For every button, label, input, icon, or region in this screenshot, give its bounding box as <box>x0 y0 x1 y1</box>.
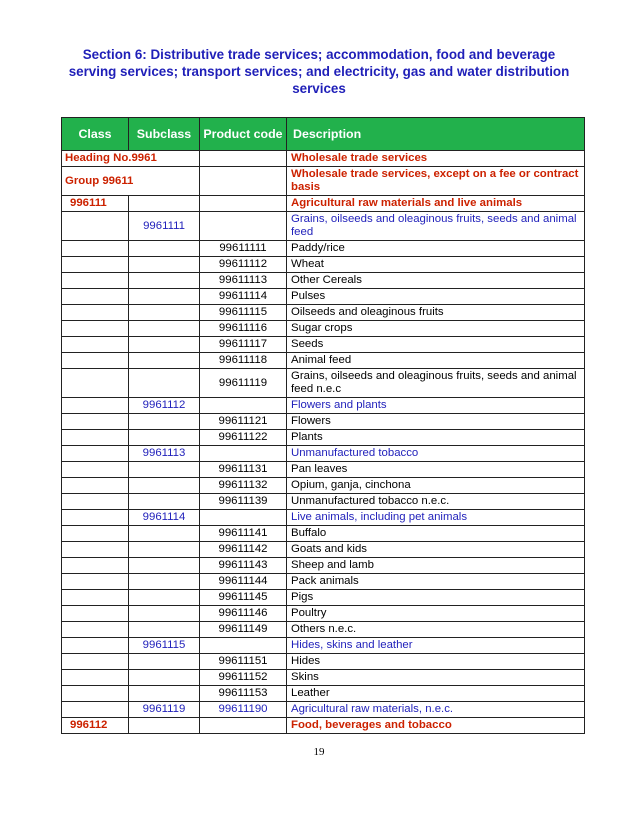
product-code-cell: 99611114 <box>200 289 287 305</box>
table-row <box>62 590 585 606</box>
class-code-cell: 996112 <box>62 718 129 734</box>
table-row <box>62 337 585 353</box>
subclass-cell: 9961112 <box>129 398 200 414</box>
row-heading: Heading No.9961 <box>62 151 200 167</box>
product-code-cell <box>200 446 287 462</box>
class-code-cell <box>62 622 129 638</box>
table-row <box>62 305 585 321</box>
product-code-cell: 99611122 <box>200 430 287 446</box>
table-row <box>62 289 585 305</box>
product-code-cell: 99611141 <box>200 526 287 542</box>
subclass-cell <box>129 273 200 289</box>
classification-table <box>61 117 585 734</box>
subclass-cell <box>129 526 200 542</box>
product-code-cell: 99611111 <box>200 241 287 257</box>
class-code-cell <box>62 446 129 462</box>
description-cell: Hides, skins and leather <box>287 638 585 654</box>
description-cell: Grains, oilseeds and oleaginous fruits, seeds and animal feed n.e.c <box>287 369 585 398</box>
table-header-row <box>62 118 585 151</box>
table-row <box>62 494 585 510</box>
product-code-cell: 99611143 <box>200 558 287 574</box>
class-code-cell <box>62 369 129 398</box>
table-row <box>62 167 585 196</box>
description-cell: Pulses <box>287 289 585 305</box>
description-cell: Leather <box>287 686 585 702</box>
product-code-cell <box>200 398 287 414</box>
table-row <box>62 526 585 542</box>
subclass-cell <box>129 462 200 478</box>
product-code-cell <box>200 167 287 196</box>
table-row <box>62 558 585 574</box>
description-cell: Wholesale trade services, except on a fee or contract basis <box>287 167 585 196</box>
class-code-cell <box>62 542 129 558</box>
class-code-cell <box>62 686 129 702</box>
subclass-cell <box>129 478 200 494</box>
product-code-cell: 99611112 <box>200 257 287 273</box>
subclass-cell <box>129 654 200 670</box>
class-code-cell <box>62 638 129 654</box>
product-code-cell <box>200 151 287 167</box>
row-heading: Group 99611 <box>62 167 200 196</box>
class-code-cell <box>62 590 129 606</box>
table-row <box>62 257 585 273</box>
product-code-cell: 99611118 <box>200 353 287 369</box>
column-header-class: Class <box>62 118 129 151</box>
description-cell: Pigs <box>287 590 585 606</box>
description-cell: Oilseeds and oleaginous fruits <box>287 305 585 321</box>
subclass-cell <box>129 241 200 257</box>
subclass-cell: 9961114 <box>129 510 200 526</box>
class-code-cell <box>62 289 129 305</box>
table-row <box>62 151 585 167</box>
column-header-subclass: Subclass <box>129 118 200 151</box>
subclass-cell <box>129 590 200 606</box>
column-header-description: Description <box>287 118 585 151</box>
product-code-cell: 99611146 <box>200 606 287 622</box>
class-code-cell <box>62 257 129 273</box>
subclass-cell: 9961115 <box>129 638 200 654</box>
description-cell: Goats and kids <box>287 542 585 558</box>
description-cell: Wholesale trade services <box>287 151 585 167</box>
class-code-cell <box>62 241 129 257</box>
class-code-cell <box>62 494 129 510</box>
class-code-cell <box>62 654 129 670</box>
description-cell: Other Cereals <box>287 273 585 289</box>
description-cell: Pan leaves <box>287 462 585 478</box>
class-code-cell <box>62 305 129 321</box>
class-code-cell <box>62 558 129 574</box>
subclass-cell <box>129 686 200 702</box>
class-code-cell: 996111 <box>62 196 129 212</box>
subclass-cell <box>129 321 200 337</box>
description-cell: Paddy/rice <box>287 241 585 257</box>
table-body <box>62 151 585 734</box>
subclass-cell <box>129 196 200 212</box>
class-code-cell <box>62 462 129 478</box>
section-title: Section 6: Distributive trade services; accommodation, food and beverage serving services; transport services; and electricity, gas and water distribution services <box>68 47 570 96</box>
class-code-cell <box>62 353 129 369</box>
class-code-cell <box>62 574 129 590</box>
product-code-cell: 99611132 <box>200 478 287 494</box>
class-code-cell <box>62 414 129 430</box>
subclass-cell <box>129 718 200 734</box>
description-cell: Flowers <box>287 414 585 430</box>
subclass-cell <box>129 305 200 321</box>
description-cell: Seeds <box>287 337 585 353</box>
product-code-cell <box>200 196 287 212</box>
product-code-cell: 99611117 <box>200 337 287 353</box>
description-cell: Opium, ganja, cinchona <box>287 478 585 494</box>
class-code-cell <box>62 702 129 718</box>
product-code-cell <box>200 510 287 526</box>
table-row <box>62 398 585 414</box>
product-code-cell: 99611113 <box>200 273 287 289</box>
product-code-cell: 99611119 <box>200 369 287 398</box>
description-cell: Poultry <box>287 606 585 622</box>
class-code-cell <box>62 526 129 542</box>
description-cell: Agricultural raw materials, n.e.c. <box>287 702 585 718</box>
table-row <box>62 718 585 734</box>
subclass-cell <box>129 414 200 430</box>
table-row <box>62 446 585 462</box>
class-code-cell <box>62 670 129 686</box>
table-row <box>62 196 585 212</box>
product-code-cell: 99611151 <box>200 654 287 670</box>
description-cell: Food, beverages and tobacco <box>287 718 585 734</box>
product-code-cell <box>200 638 287 654</box>
subclass-cell <box>129 430 200 446</box>
description-cell: Pack animals <box>287 574 585 590</box>
subclass-cell <box>129 337 200 353</box>
product-code-cell: 99611121 <box>200 414 287 430</box>
table-row <box>62 478 585 494</box>
subclass-cell: 9961119 <box>129 702 200 718</box>
product-code-cell: 99611142 <box>200 542 287 558</box>
table-row <box>62 622 585 638</box>
description-cell: Agricultural raw materials and live animals <box>287 196 585 212</box>
subclass-cell <box>129 369 200 398</box>
class-code-cell <box>62 606 129 622</box>
subclass-cell <box>129 622 200 638</box>
subclass-cell <box>129 289 200 305</box>
description-cell: Animal feed <box>287 353 585 369</box>
class-code-cell <box>62 212 129 241</box>
class-code-cell <box>62 398 129 414</box>
table-row <box>62 430 585 446</box>
table-row <box>62 273 585 289</box>
product-code-cell: 99611153 <box>200 686 287 702</box>
table-row <box>62 353 585 369</box>
description-cell: Wheat <box>287 257 585 273</box>
class-code-cell <box>62 430 129 446</box>
class-code-cell <box>62 478 129 494</box>
description-cell: Plants <box>287 430 585 446</box>
product-code-cell <box>200 718 287 734</box>
subclass-cell <box>129 574 200 590</box>
class-code-cell <box>62 321 129 337</box>
product-code-cell: 99611152 <box>200 670 287 686</box>
description-cell: Unmanufactured tobacco <box>287 446 585 462</box>
table-row <box>62 321 585 337</box>
description-cell: Unmanufactured tobacco n.e.c. <box>287 494 585 510</box>
subclass-cell: 9961111 <box>129 212 200 241</box>
table-row <box>62 212 585 241</box>
description-cell: Skins <box>287 670 585 686</box>
description-cell: Others n.e.c. <box>287 622 585 638</box>
table-row <box>62 654 585 670</box>
table-row <box>62 462 585 478</box>
column-header-product-code: Product code <box>200 118 287 151</box>
product-code-cell <box>200 212 287 241</box>
class-code-cell <box>62 337 129 353</box>
product-code-cell: 99611190 <box>200 702 287 718</box>
description-cell: Hides <box>287 654 585 670</box>
description-cell: Grains, oilseeds and oleaginous fruits, seeds and animal feed <box>287 212 585 241</box>
page-number: 19 <box>313 746 325 758</box>
class-code-cell <box>62 510 129 526</box>
product-code-cell: 99611115 <box>200 305 287 321</box>
table-row <box>62 241 585 257</box>
table-row <box>62 414 585 430</box>
table-row <box>62 510 585 526</box>
table-row <box>62 606 585 622</box>
table-row <box>62 670 585 686</box>
description-cell: Sugar crops <box>287 321 585 337</box>
product-code-cell: 99611139 <box>200 494 287 510</box>
class-code-cell <box>62 273 129 289</box>
subclass-cell <box>129 558 200 574</box>
description-cell: Flowers and plants <box>287 398 585 414</box>
product-code-cell: 99611145 <box>200 590 287 606</box>
table-row <box>62 542 585 558</box>
description-cell: Sheep and lamb <box>287 558 585 574</box>
product-code-cell: 99611144 <box>200 574 287 590</box>
table-row <box>62 686 585 702</box>
subclass-cell: 9961113 <box>129 446 200 462</box>
subclass-cell <box>129 542 200 558</box>
subclass-cell <box>129 606 200 622</box>
product-code-cell: 99611116 <box>200 321 287 337</box>
product-code-cell: 99611149 <box>200 622 287 638</box>
subclass-cell <box>129 670 200 686</box>
product-code-cell: 99611131 <box>200 462 287 478</box>
table-row <box>62 369 585 398</box>
table-row <box>62 574 585 590</box>
subclass-cell <box>129 494 200 510</box>
subclass-cell <box>129 257 200 273</box>
description-cell: Live animals, including pet animals <box>287 510 585 526</box>
table-row <box>62 638 585 654</box>
table-row <box>62 702 585 718</box>
subclass-cell <box>129 353 200 369</box>
description-cell: Buffalo <box>287 526 585 542</box>
